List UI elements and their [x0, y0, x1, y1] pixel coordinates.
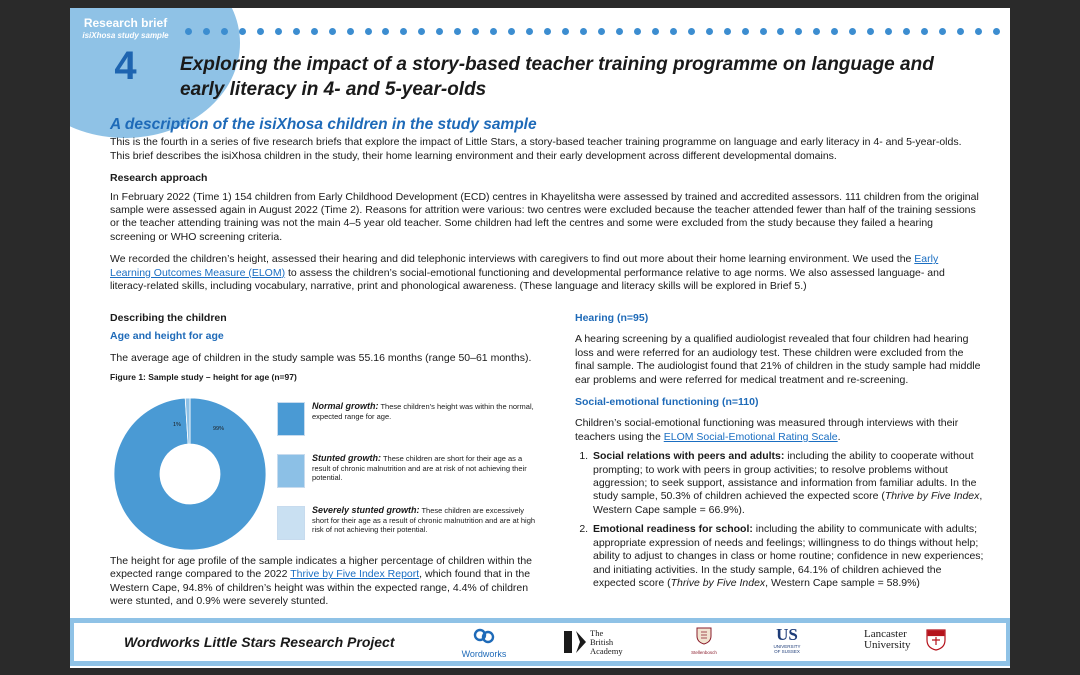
research-approach-heading: Research approach: [110, 172, 208, 185]
stellenbosch-wordmark: Stellenbosch: [691, 650, 717, 655]
research-approach-paragraph-1: In February 2022 (Time 1) 154 children from Early Childhood Development (ECD) centres in Khayelitsha were assessed by trained and accredited assessors. 111 children from the original sample were assessed again in August 2022 (Time 2). Reasons for attrition were various: two centres were excluded because the teacher attended fewer than half of the training sessions or the teacher attending training was not the main 4–5 year old teacher. Some children had left the centres and some were excluded from the study because they failed a hearing screening or WHO screening criteria.: [110, 190, 979, 243]
rule-dot: [939, 28, 946, 35]
badge-number: 4: [114, 44, 137, 88]
item-tail-emotional-readiness: , Western Cape sample = 58.9%): [765, 576, 920, 589]
age-text: The average age of children in the study sample was 55.16 months (range 50–61 months).: [110, 351, 532, 364]
british-academy-wordmark: [590, 629, 623, 656]
research-brief-page: [70, 8, 1010, 668]
badge-text: [78, 16, 173, 89]
lancaster-line1: Lancaster: [864, 628, 907, 640]
page-title: Exploring the impact of a story-based teacher training programme on language and early literacy in 4- and 5-year-olds: [180, 54, 934, 100]
rule-dot: [347, 28, 354, 35]
legend-label-normal: Normal growth:: [312, 401, 379, 411]
lancaster-line2: University: [864, 639, 911, 651]
rule-dot: [670, 28, 677, 35]
se-intro-text-b: .: [837, 430, 841, 443]
rule-dot: [598, 28, 605, 35]
legend-label-severe: Severely stunted growth:: [312, 505, 420, 515]
rule-dot: [885, 28, 892, 35]
se-intro-text-a: Children’s social-emotional functioning was measured through interviews with their teachers using the: [575, 417, 959, 443]
legend-severe: [277, 506, 547, 558]
rule-dot: [921, 28, 928, 35]
rule-dot: [706, 28, 713, 35]
rule-dot: [813, 28, 820, 35]
rule-dot: [903, 28, 910, 35]
hearing-paragraph: A hearing screening by a qualified audiologist revealed that four children had hearing loss and were referred for an audiology test. These children were excluded from the final sample. The audiologist found that 21% of children in the study sample had middle ear problems and were referred for medical treatment and re-screening.: [575, 333, 981, 386]
legend-swatch-severe: [277, 506, 305, 540]
age-height-heading: Age and height for age: [110, 330, 224, 343]
social-emotional-heading: Social-emotional functioning (n=110): [575, 396, 759, 409]
sussex-us-mark: US: [776, 625, 798, 644]
rule-dot: [311, 28, 318, 35]
footer-band: [70, 618, 1010, 666]
legend-desc-stunted: These children are short for their age as a result of chronic malnutrition and are at risk of not achieving their potential.: [312, 454, 527, 483]
rule-dot: [849, 28, 856, 35]
rule-dot: [382, 28, 389, 35]
rule-dot: [993, 28, 1000, 35]
lancaster-wordmark: [864, 629, 910, 651]
height-profile-text-b: , which found that in the Western Cape, 94.8% of children’s height was within the expected range, 4.4% of children were stunted, and 0.9% were severely stunted.: [110, 568, 531, 608]
footer-inner: [74, 623, 1006, 661]
rule-dot: [275, 28, 282, 35]
rule-dot: [975, 28, 982, 35]
legend-text-normal: [312, 402, 542, 421]
intro-section: [110, 118, 980, 302]
rule-dot: [454, 28, 461, 35]
badge-title: Research brief: [83, 16, 168, 30]
british-academy-line3: Academy: [590, 646, 623, 656]
height-for-age-donut-chart: [110, 394, 270, 554]
p2-text-b: to assess the children’s social-emotional functioning and developmental performance relative to age norms. We also assessed language- and literacy-related skills, including vocabulary, narrative, print and phonological awareness. (These language and literacy skills will be explored in Brief 5.): [110, 266, 945, 293]
list-item-social-relations: [591, 450, 985, 517]
legend-swatch-normal: [277, 402, 305, 436]
legend-desc-normal: These children’s height was within the normal, expected range for age.: [312, 402, 534, 421]
rule-dot: [436, 28, 443, 35]
social-emotional-list: [591, 450, 985, 590]
legend-desc-severe: These children are excessively short for their age as a result of chronic malnutrition and are at high risk of not achieving their potential.: [312, 506, 536, 535]
social-emotional-intro: [575, 417, 985, 444]
rule-dot: [634, 28, 641, 35]
rule-dot: [221, 28, 228, 35]
rule-dot: [508, 28, 515, 35]
rule-dot: [957, 28, 964, 35]
wordworks-wordmark: Wordworks: [461, 649, 507, 659]
item-italic-emotional-readiness: Thrive by Five Index: [670, 576, 766, 589]
legend-text-stunted: [312, 454, 542, 483]
rule-dot: [562, 28, 569, 35]
hearing-heading: Hearing (n=95): [575, 312, 649, 324]
rule-dot: [329, 28, 336, 35]
rule-dot: [742, 28, 749, 35]
british-academy-line1: The: [590, 628, 604, 638]
rule-dot: [724, 28, 731, 35]
sussex-line1: UNIVERSITY: [773, 644, 801, 649]
rule-dot: [490, 28, 497, 35]
donut-hole: [160, 444, 220, 504]
project-name: Wordworks Little Stars Research Project: [124, 634, 395, 650]
wordworks-icon: [473, 628, 495, 644]
rule-dot: [795, 28, 802, 35]
wordworks-logo: [454, 628, 514, 659]
intro-paragraph: This is the fourth in a series of five research briefs that explore the impact of Little Stars, a story-based teacher training programme on language and early literacy in 4- and 5-year-olds. This brief describes the isiXhosa children in the study, their home learning environment and their early development across different developmental domains.: [110, 136, 962, 162]
thrive-by-five-link[interactable]: Thrive by Five Index Report: [290, 568, 420, 581]
rule-dot: [616, 28, 623, 35]
figure-title: Figure 1: Sample study – height for age (n=97): [110, 372, 297, 383]
rule-dot: [203, 28, 210, 35]
stellenbosch-crest-icon: [696, 627, 712, 645]
rule-dot: [831, 28, 838, 35]
research-approach-paragraph-2: [110, 253, 980, 293]
rule-dot: [185, 28, 192, 35]
donut-label-normal-growth: 99%: [213, 426, 225, 432]
sussex-line2: OF SUSSEX: [774, 649, 800, 654]
rule-dot: [472, 28, 479, 35]
list-item-emotional-readiness: [591, 523, 985, 590]
legend-label-stunted: Stunted growth:: [312, 453, 381, 463]
legend-text-severe: [312, 506, 542, 535]
rule-dot: [580, 28, 587, 35]
p2-text-a: We recorded the children’s height, assessed their hearing and did telephonic interviews with caregivers to find out more about their home learning environment. We used the: [110, 253, 915, 266]
item-text-emotional-readiness: including the ability to communicate with adults; appropriate expression of needs and feelings; willingness to do things without help; ability to adjust to changes in class or home routine; confidence in new experiences; and initiating activities. In the study sample, 64.1% of children achieved the expected score (: [593, 523, 984, 589]
chart-legend: [277, 402, 547, 558]
stellenbosch-logo: [679, 627, 729, 655]
rule-dot: [526, 28, 533, 35]
british-academy-line2: British: [590, 637, 614, 647]
height-profile-paragraph: [110, 555, 550, 609]
rule-dot: [652, 28, 659, 35]
legend-stunted: [277, 454, 547, 506]
item-text-social-relations: including the ability to cooperate without prompting; to work with peers in group activities; to resolve problems without aggression; to seek support, assistance and information from familiar adults. In the study sample, 50.3% of children achieved the expected score (: [593, 450, 977, 503]
rule-dot: [418, 28, 425, 35]
legend-normal: [277, 402, 547, 454]
rule-dot: [257, 28, 264, 35]
item-tail-social-relations: , Western Cape sample = 66.9%).: [593, 490, 983, 516]
rule-dot: [760, 28, 767, 35]
donut-label-stunted-growth: 1%: [173, 422, 181, 428]
rule-dot: [544, 28, 551, 35]
section-title: A description of the isiXhosa children in the study sample: [110, 116, 537, 133]
badge-subtitle: isiXhosa study sample: [82, 31, 169, 40]
rule-dot: [688, 28, 695, 35]
lancaster-crest-icon: [926, 629, 946, 651]
height-profile-text-a: The height for age profile of the sample indicates a higher percentage of children within the expected range compared to the 2022: [110, 555, 533, 581]
british-academy-icon: [562, 629, 588, 655]
item-label-emotional-readiness: Emotional readiness for school:: [593, 523, 753, 536]
dotted-rule: [185, 28, 1000, 38]
elom-rating-scale-link[interactable]: ELOM Social-Emotional Rating Scale: [663, 430, 838, 443]
rule-dot: [777, 28, 784, 35]
rule-dot: [365, 28, 372, 35]
sussex-logo: [762, 626, 812, 654]
describing-heading: Describing the children: [110, 312, 227, 324]
item-italic-social-relations: Thrive by Five Index: [884, 490, 980, 503]
rule-dot: [239, 28, 246, 35]
right-column: [575, 312, 985, 596]
legend-swatch-stunted: [277, 454, 305, 488]
left-column: [110, 312, 550, 608]
elom-link[interactable]: Early Learning Outcomes Measure (ELOM): [110, 253, 939, 279]
rule-dot: [293, 28, 300, 35]
rule-dot: [867, 28, 874, 35]
rule-dot: [400, 28, 407, 35]
item-label-social-relations: Social relations with peers and adults:: [593, 450, 785, 463]
